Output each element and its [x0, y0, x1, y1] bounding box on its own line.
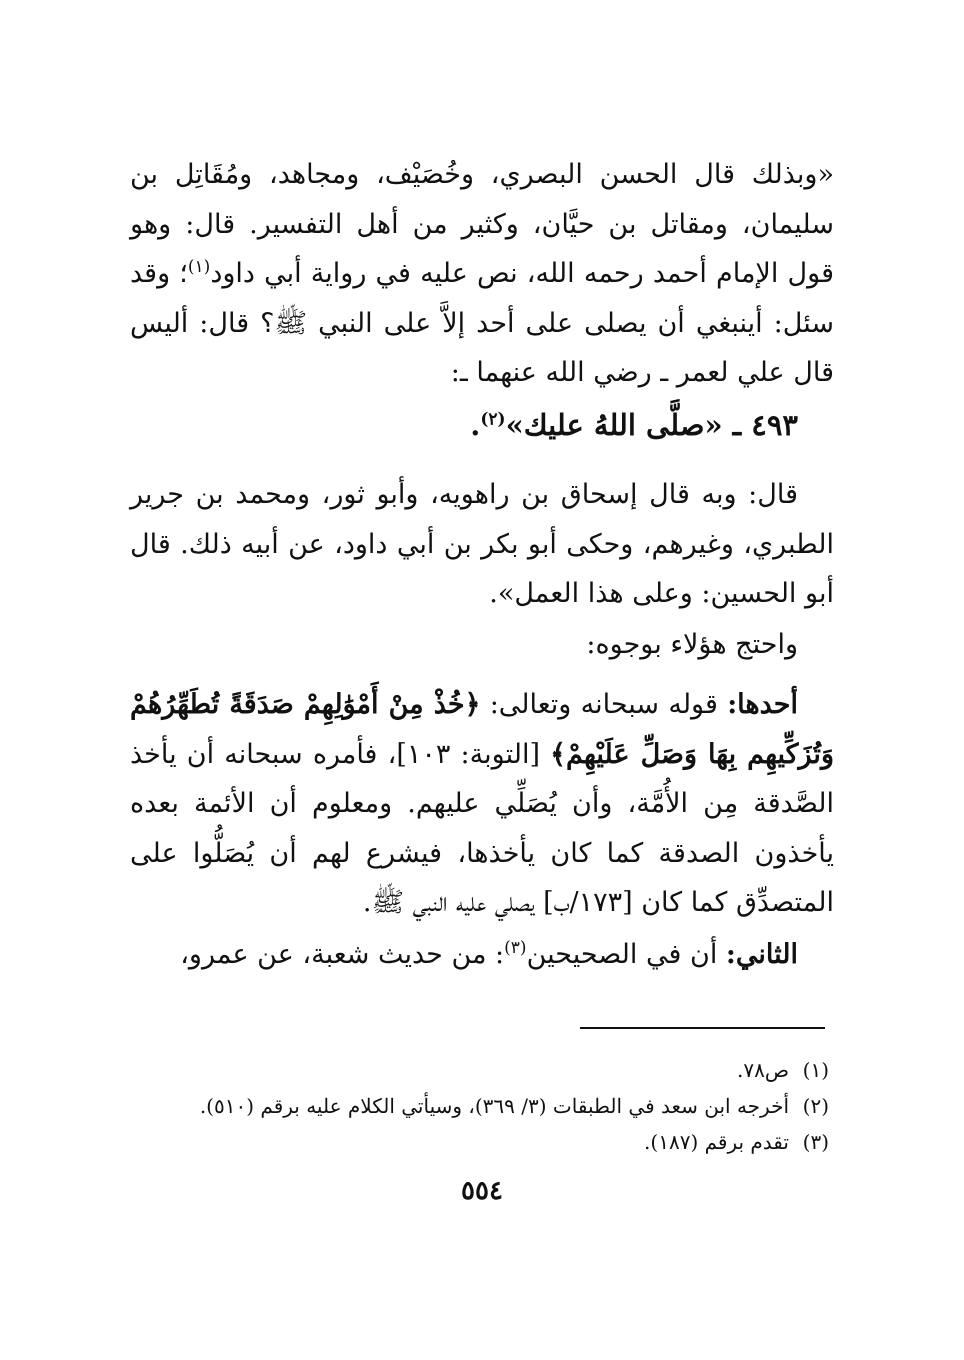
hadith-end: . — [470, 408, 481, 442]
footnote-text: أخرجه ابن سعد في الطبقات (٣/ ٣٦٩)، وسيأتي الكلام عليه برقم (٥١٠). — [199, 1094, 789, 1118]
footnote-ref-3: (٣) — [504, 938, 527, 958]
main-text-middle — [130, 470, 834, 619]
quran-verse: ﴿خُذْ مِنْ أَمْوَٰلِهِمْ صَدَقَةً تُطَهِّرُهُمْ وَتُزَكِّيهِم بِهَا وَصَلِّ عَلَيْهِمْ﴾ — [130, 689, 834, 770]
footnote-ref-2: (٢) — [480, 409, 506, 430]
paragraph-4-lead: أحدها: — [727, 689, 798, 720]
main-text-first-argument — [130, 680, 834, 928]
main-text-top — [130, 150, 834, 398]
page-number: ٥٥٤ — [461, 1176, 503, 1206]
paragraph-1-text: «وبذلك قال الحسن البصري، وخُصَيْف، ومجاهد، ومُقَاتِل بن سليمان، ومقاتل بن حيَّان، وكثير من أهل التفسير. قال: وهو قول الإمام أحمد رحمه الله، نص عليه في رواية أبي داود — [130, 159, 834, 289]
paragraph-1-end: ؛ وقد سئل: أينبغي أن يصلى على أحد إلاَّ على النبي ﷺ؟ قال: أليس قال علي لعمر ـ رضي الله عنهما ـ: — [130, 258, 834, 388]
main-text-argument-intro — [130, 620, 834, 670]
paragraph-4 — [130, 680, 834, 928]
footnotes — [130, 1052, 829, 1160]
paragraph-4-a: قوله سبحانه وتعالى: — [480, 689, 728, 720]
footnote-3 — [130, 1124, 829, 1160]
footnote-text: تقدم برقم (١٨٧). — [644, 1130, 789, 1154]
paragraph-3: واحتج هؤلاء بوجوه: — [586, 629, 798, 660]
footnote-number: (١) — [802, 1058, 829, 1082]
footnote-ref-1: (١) — [187, 257, 211, 277]
paragraph-5 — [130, 930, 834, 980]
paragraph-5-lead: الثاني: — [725, 939, 798, 970]
paragraph-4-b: [التوبة: ١٠٣]، فأمره سبحانه أن يأخذ الصَّدقة مِن الأُمَّة، وأن يُصَلِّي عليهم. ومعلوم أن الأئمة بعده يأخذون الصدقة كما كان يأخذها، فيشرع لهم أن يُصَلُّوا على المتصدِّق كما كان [١٧٣/ب] يصلي عليه النبي ﷺ. — [130, 738, 835, 918]
hadith-493 — [130, 400, 798, 450]
footnote-1 — [130, 1052, 829, 1088]
hadith-text: ٤٩٣ ـ «صلَّى اللهُ عليك» — [505, 408, 798, 442]
paragraph-1 — [130, 150, 834, 398]
footnote-divider — [580, 1027, 825, 1029]
paragraph-2: قال: وبه قال إسحاق بن راهويه، وأبو ثور، ومحمد بن جرير الطبري، وغيرهم، وحكى أبو بكر بن أبي داود، عن أبيه ذلك. قال أبو الحسين: وعلى هذا العمل». — [130, 479, 834, 609]
footnote-2 — [130, 1088, 829, 1124]
footnote-number: (٣) — [802, 1130, 829, 1154]
footnote-text: ص٧٨. — [736, 1058, 789, 1082]
footnote-number: (٢) — [802, 1094, 829, 1118]
paragraph-5-b: : من حديث شعبة، عن عمرو، — [180, 939, 505, 970]
main-text-second-argument — [130, 930, 834, 980]
paragraph-5-a: أن في الصحيحين — [526, 939, 726, 970]
